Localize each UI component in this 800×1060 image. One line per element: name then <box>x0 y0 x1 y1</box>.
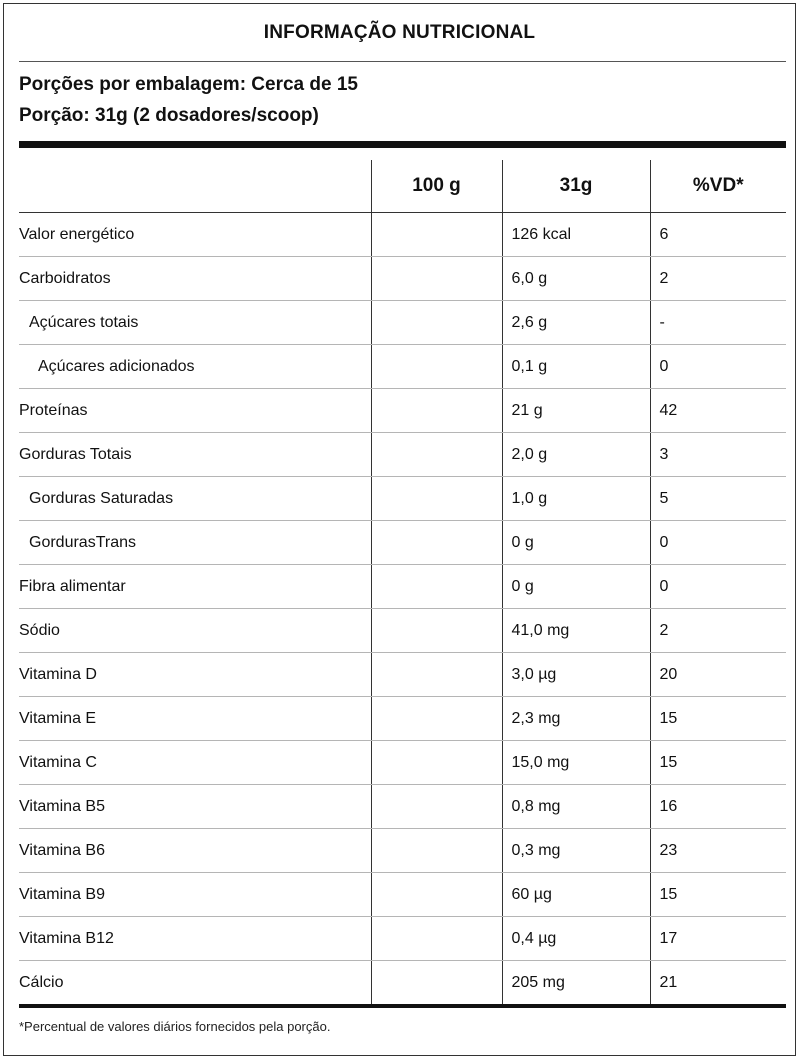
value-per-100g <box>371 961 502 1005</box>
table-row <box>19 389 786 433</box>
daily-value-percent: 0 <box>650 345 786 389</box>
daily-value-percent: 2 <box>650 609 786 653</box>
nutrient-name: Gorduras Totais <box>19 433 371 477</box>
title-divider <box>19 61 786 62</box>
nutrient-name: Vitamina B5 <box>19 785 371 829</box>
value-per-100g <box>371 785 502 829</box>
thick-divider <box>19 141 786 148</box>
value-per-100g <box>371 345 502 389</box>
label-title: INFORMAÇÃO NUTRICIONAL <box>263 22 536 43</box>
value-per-serving: 0,3 mg <box>502 829 650 873</box>
value-per-100g <box>371 917 502 961</box>
servings-per-package: Porções por embalagem: Cerca de 15 <box>19 74 358 95</box>
value-per-serving: 205 mg <box>502 961 650 1005</box>
daily-value-percent: 6 <box>650 213 786 257</box>
nutrition-table-body <box>19 213 786 1005</box>
value-per-serving: 0,1 g <box>502 345 650 389</box>
daily-value-percent: - <box>650 301 786 345</box>
value-per-100g <box>371 521 502 565</box>
daily-value-percent: 23 <box>650 829 786 873</box>
value-per-serving: 3,0 µg <box>502 653 650 697</box>
value-per-100g <box>371 389 502 433</box>
daily-value-percent: 15 <box>650 741 786 785</box>
nutrient-name: Sódio <box>19 609 371 653</box>
daily-value-percent: 17 <box>650 917 786 961</box>
header-per-serving: 31g <box>502 160 650 213</box>
value-per-serving: 2,3 mg <box>502 697 650 741</box>
value-per-serving: 126 kcal <box>502 213 650 257</box>
value-per-serving: 0 g <box>502 565 650 609</box>
table-row <box>19 609 786 653</box>
nutrient-name: Açúcares totais <box>19 301 371 345</box>
nutrition-table <box>19 160 786 1004</box>
value-per-serving: 6,0 g <box>502 257 650 301</box>
nutrient-name: Fibra alimentar <box>19 565 371 609</box>
daily-value-percent: 0 <box>650 521 786 565</box>
table-row <box>19 301 786 345</box>
table-row <box>19 653 786 697</box>
value-per-serving: 0,4 µg <box>502 917 650 961</box>
nutrient-name: Gorduras Saturadas <box>19 477 371 521</box>
table-row <box>19 741 786 785</box>
nutrient-name: Vitamina D <box>19 653 371 697</box>
value-per-100g <box>371 565 502 609</box>
value-per-100g <box>371 741 502 785</box>
nutrient-name: GordurasTrans <box>19 521 371 565</box>
table-row <box>19 345 786 389</box>
daily-value-percent: 3 <box>650 433 786 477</box>
header-daily-value: %VD* <box>650 160 786 213</box>
value-per-100g <box>371 477 502 521</box>
value-per-serving: 21 g <box>502 389 650 433</box>
nutrient-name: Carboidratos <box>19 257 371 301</box>
value-per-serving: 60 µg <box>502 873 650 917</box>
nutrient-name: Vitamina B6 <box>19 829 371 873</box>
table-row <box>19 917 786 961</box>
header-row <box>19 160 786 213</box>
nutrient-name: Vitamina E <box>19 697 371 741</box>
table-row <box>19 257 786 301</box>
daily-value-percent: 5 <box>650 477 786 521</box>
daily-value-percent: 0 <box>650 565 786 609</box>
nutrient-name: Cálcio <box>19 973 64 991</box>
table-row <box>19 961 786 1005</box>
value-per-serving: 0 g <box>502 521 650 565</box>
daily-value-percent: 42 <box>650 389 786 433</box>
value-per-100g <box>371 257 502 301</box>
table-row <box>19 873 786 917</box>
table-row <box>19 829 786 873</box>
table-row <box>19 433 786 477</box>
footnote: *Percentual de valores diários fornecidos pela porção. <box>19 1019 331 1034</box>
daily-value-percent: 16 <box>650 785 786 829</box>
value-per-serving: 2,6 g <box>502 301 650 345</box>
nutrient-name: Vitamina B9 <box>19 873 371 917</box>
nutrient-name: Açúcares adicionados <box>19 345 371 389</box>
value-per-100g <box>371 213 502 257</box>
value-per-serving: 0,8 mg <box>502 785 650 829</box>
table-row <box>19 521 786 565</box>
value-per-serving: 2,0 g <box>502 433 650 477</box>
daily-value-percent: 20 <box>650 653 786 697</box>
table-row <box>19 785 786 829</box>
value-per-serving: 41,0 mg <box>502 609 650 653</box>
value-per-serving: 15,0 mg <box>502 741 650 785</box>
nutrition-table-header <box>19 160 786 213</box>
header-per-100g: 100 g <box>371 160 502 213</box>
nutrition-facts-label <box>3 3 796 1056</box>
daily-value-percent: 2 <box>650 257 786 301</box>
value-per-100g <box>371 873 502 917</box>
daily-value-percent: 15 <box>650 697 786 741</box>
nutrient-name: Vitamina C <box>19 741 371 785</box>
table-row <box>19 565 786 609</box>
value-per-serving: 1,0 g <box>502 477 650 521</box>
serving-size: Porção: 31g (2 dosadores/scoop) <box>19 105 319 126</box>
value-per-100g <box>371 653 502 697</box>
value-per-100g <box>371 697 502 741</box>
nutrient-name: Proteínas <box>19 389 371 433</box>
value-per-100g <box>371 609 502 653</box>
nutrient-name: Valor energético <box>19 213 371 257</box>
table-row <box>19 477 786 521</box>
value-per-100g <box>371 829 502 873</box>
daily-value-percent: 15 <box>650 873 786 917</box>
daily-value-percent: 21 <box>650 961 786 1005</box>
value-per-100g <box>371 433 502 477</box>
nutrient-name: Vitamina B12 <box>19 917 371 961</box>
bottom-divider <box>19 1004 786 1008</box>
value-per-100g <box>371 301 502 345</box>
table-row <box>19 697 786 741</box>
table-row <box>19 213 786 257</box>
header-nutrient <box>19 160 371 213</box>
